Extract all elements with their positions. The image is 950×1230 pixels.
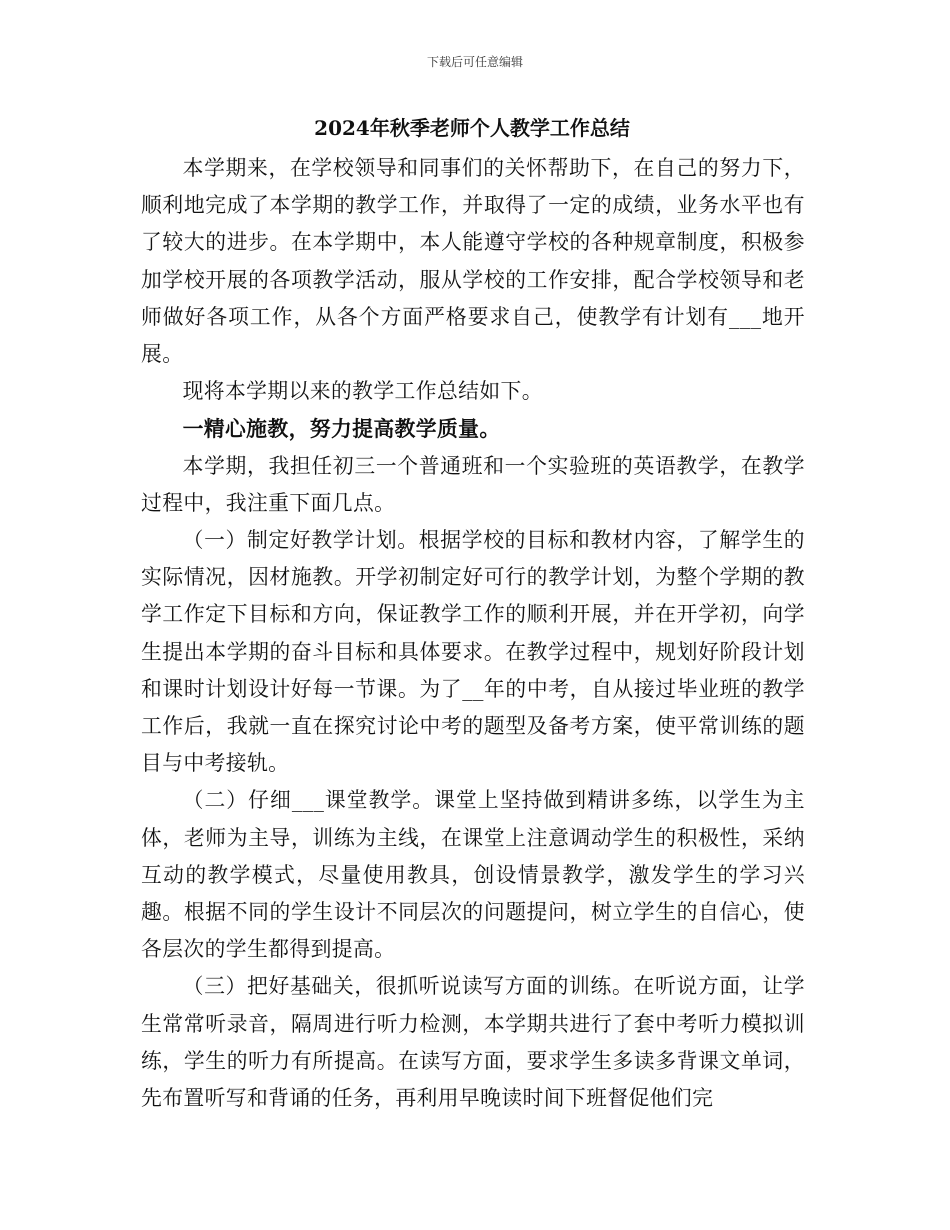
intro-paragraph: 本学期来，在学校领导和同事们的关怀帮助下，在自己的努力下，顺利地完成了本学期的教学工作，并取得了一定的成绩，业务水平也有了较大的进步。在本学期中，本人能遵守学校的各种规章制度，积极参加学校开展的各项教学活动，服从学校的工作安排，配合学校领导和老师做好各项工作，从各个方面严格要求自己，使教学有计划有___地开展。	[141, 156, 805, 367]
point-three-paragraph: （三）把好基础关，很抓听说读写方面的训练。在听说方面，让学生常常听录音，隔周进行听力检测，本学期共进行了套中考听力模拟训练，学生的听力有所提高。在读写方面，要求学生多读多背课文单词，先布置听写和背诵的任务，再利用早晚读时间下班督促他们完	[141, 974, 805, 1111]
teaching-context-paragraph: 本学期，我担任初三一个普通班和一个实验班的英语教学，在教学过程中，我注重下面几点。	[141, 453, 805, 515]
section-heading: 一精心施教，努力提高教学质量。	[182, 416, 501, 442]
summary-lead-paragraph: 现将本学期以来的教学工作总结如下。	[182, 379, 543, 404]
header-note: 下载后可任意编辑	[426, 55, 523, 69]
point-two-paragraph: （二）仔细___课堂教学。课堂上坚持做到精讲多练，以学生为主体，老师为主导，训练为主线，在课堂上注意调动学生的积极性，采纳互动的教学模式，尽量使用教具，创设情景教学，激发学生的学习兴趣。根据不同的学生设计不同层次的问题提问，树立学生的自信心，使各层次的学生都得到提高。	[141, 788, 805, 962]
document-title: 2024年秋季老师个人教学工作总结	[314, 116, 630, 140]
document-body	[141, 150, 805, 1117]
point-one-paragraph: （一）制定好教学计划。根据学校的目标和教材内容，了解学生的实际情况，因材施教。开学初制定好可行的教学计划，为整个学期的教学工作定下目标和方向，保证教学工作的顺利开展，并在开学初，向学生提出本学期的奋斗目标和具体要求。在教学过程中，规划好阶段计划和课时计划设计好每一节课。为了__年的中考，自从接过毕业班的教学工作后，我就一直在探究讨论中考的题型及备考方案，使平常训练的题目与中考接轨。	[141, 528, 805, 776]
